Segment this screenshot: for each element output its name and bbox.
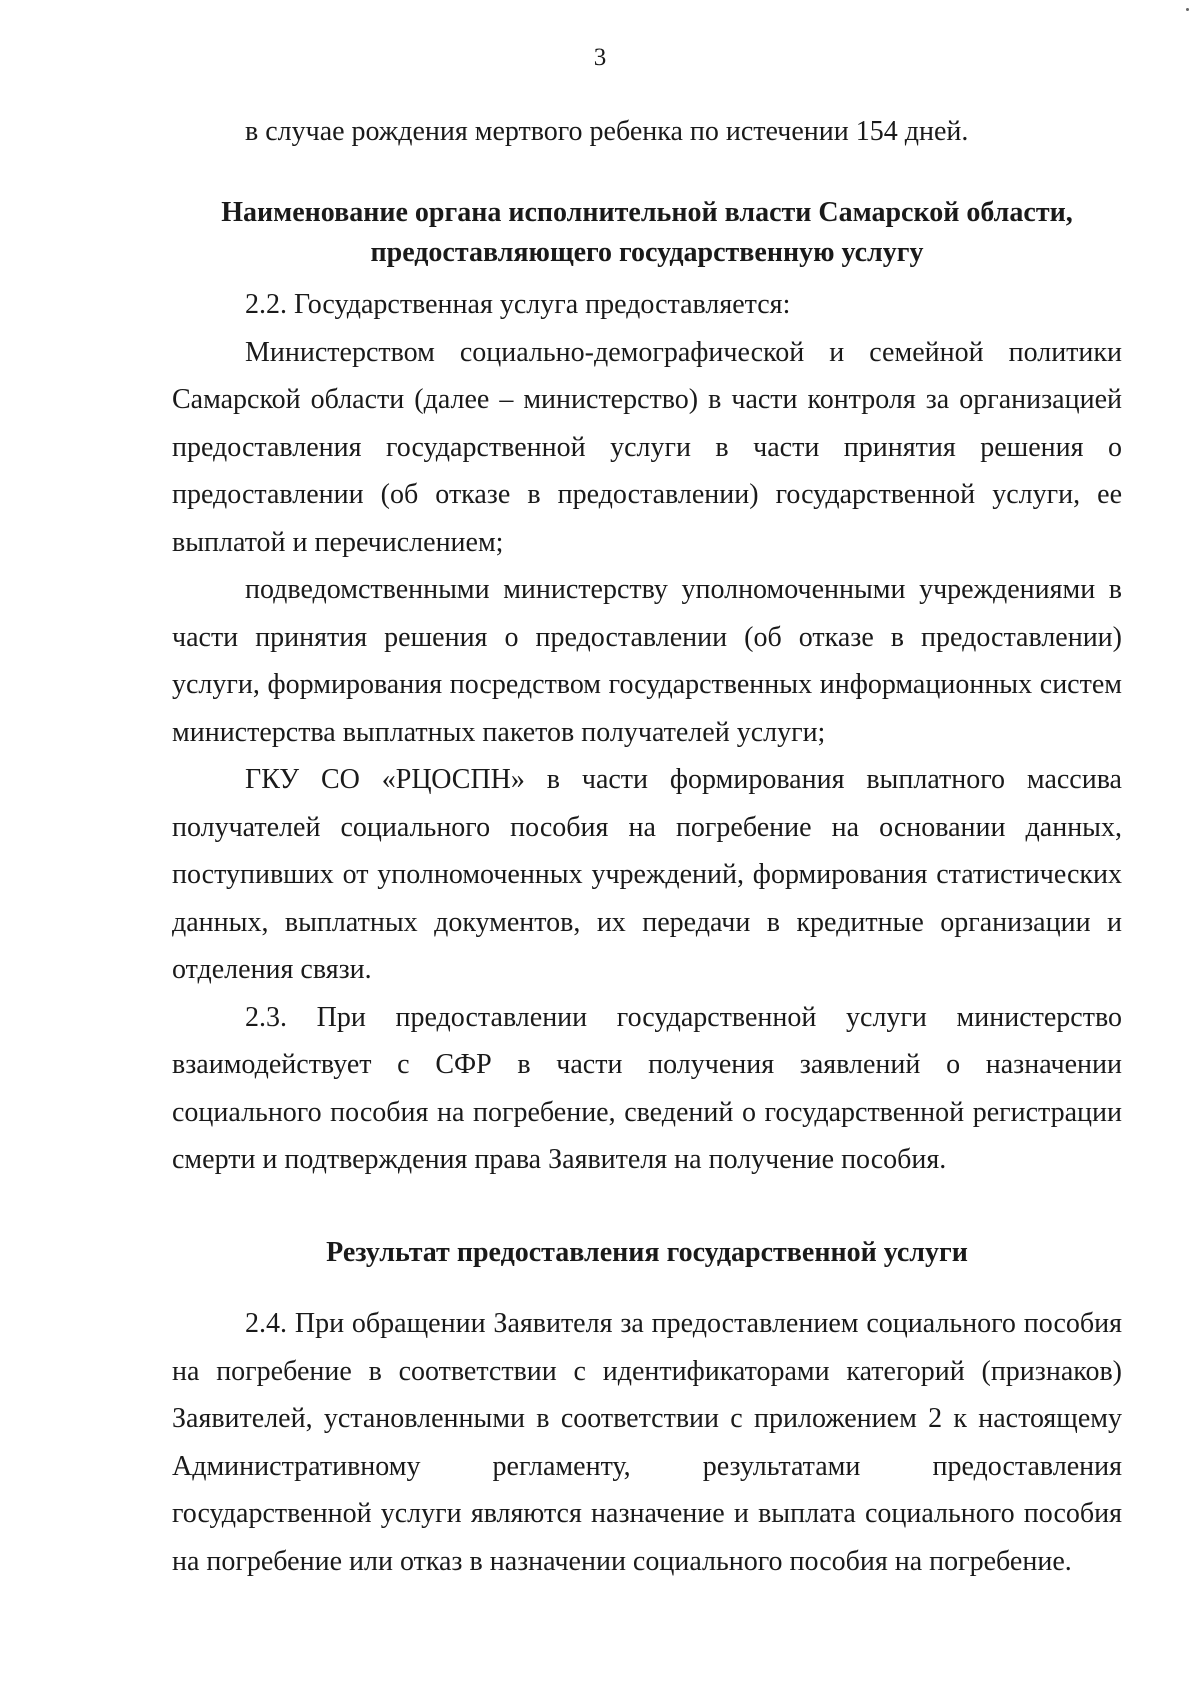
- section-body-authority: [172, 281, 1122, 1184]
- scan-dot: [1186, 8, 1189, 11]
- section-heading-block: [172, 1233, 1122, 1273]
- lead-text-block: [172, 108, 1122, 156]
- section-heading-block: [172, 193, 1122, 273]
- paragraph-gku-rcospn: ГКУ СО «РЦОСПН» в части формирования выплатного массива получателей социального пособия на погребение на основании данных, поступивших от уполномоченных учреждений, формирования статистических данных, выплатных документов, их передачи в кредитные организации и отделения связи.: [172, 764, 1122, 985]
- page-number: 3: [593, 44, 607, 71]
- section-body-result: [172, 1300, 1122, 1585]
- paragraph-2-3: 2.3. При предоставлении государственной услуги министерство взаимодействует с СФР в части получения заявлений о назначении социального пособия на погребение, сведений о государственной регистрации смерти и подтверждения права Заявителя на получение пособия.: [172, 1001, 1122, 1175]
- paragraph-ministry: Министерством социально-демографической и семейной политики Самарской области (далее – министерство) в части контроля за организацией предоставления государственной услуги в части принятия решения о предоставлении (об отказе в предоставлении) государственной услуги, ее выплатой и перечислением;: [172, 336, 1122, 558]
- paragraph-2-4: 2.4. При обращении Заявителя за предоставлением социального пособия на погребение в соответствии с идентификаторами категорий (признаков) Заявителей, установленными в соответствии с приложением 2 к настоящему Административному регламенту, результатами предоставления государственной услуги являются назначение и выплата социального пособия на погребение или отказ в назначении социального пособия на погребение.: [172, 1308, 1122, 1577]
- lead-line: в случае рождения мертвого ребенка по истечении 154 дней.: [245, 116, 969, 147]
- paragraph-2-2: 2.2. Государственная услуга предоставляется:: [245, 289, 791, 320]
- section-heading-result: Результат предоставления государственной услуги: [326, 1237, 968, 1268]
- paragraph-subordinate-institutions: подведомственными министерству уполномоченными учреждениями в части принятия решения о предоставлении (об отказе в предоставлении) услуги, формирования посредством государственных информационных систем министерства выплатных пакетов получателей услуги;: [172, 574, 1122, 748]
- section-heading-authority: Наименование органа исполнительной власти Самарской области, предоставляющего государственную услугу: [221, 197, 1073, 268]
